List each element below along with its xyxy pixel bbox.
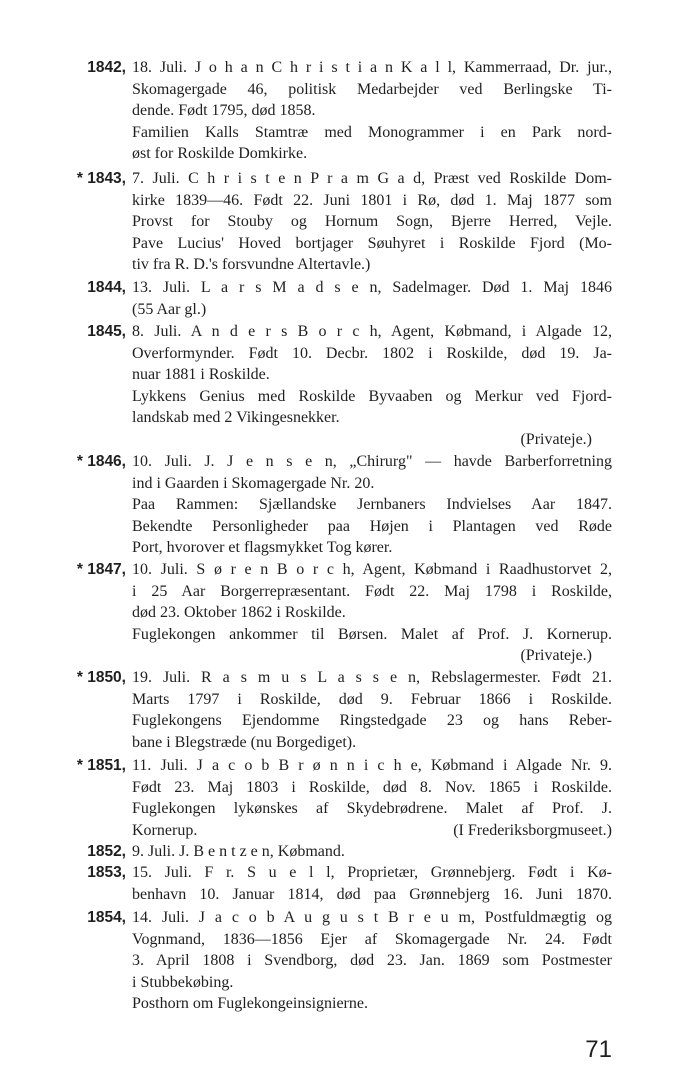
entry-line: død 23. Oktober 1862 i Roskilde. [132,604,346,621]
entry-line: 7. Juli. C h r i s t e n P r a m G a d, Præst ved Roskilde Dom- [132,170,612,187]
entry-year: 1854, [87,909,126,926]
entry-line: Født 23. Maj 1803 i Roskilde, død 8. Nov. 1865 i Roskilde. [132,778,612,796]
entry-line: dende. Født 1795, død 1858. [132,102,316,119]
entry-line: 10. Juli. J. J e n s e n, „Chirurg" — havde Barberforretning [132,453,612,470]
entry-year: * 1850, [76,669,126,686]
entry-year: 1853, [87,864,126,881]
entry-line: Fuglekongen lykønskes af Skydebrødrene. Malet af Prof. J. [132,800,612,817]
entry-body [132,907,612,1015]
entry-line: øst for Roskilde Domkirke. [132,145,308,162]
entry-location: (I Frederiksborgmuseet.) [453,821,612,839]
entry-line: 19. Juli. R a s m u s L a s s e n, Rebslagermester. Født 21. [132,669,612,686]
entry-line: 9. Juli. J. B e n t z e n, Købmand. [132,843,345,860]
entry-location: (Privateje.) [520,647,592,664]
entry-line: Paa Rammen: Sjællandske Jernbaners Indvielses Aar 1847. [132,496,612,513]
entry-line: bane i Blegstræde (nu Borgediget). [132,733,357,751]
entry-year: 1844, [87,279,126,296]
entry-body [132,667,612,753]
entry-year: * 1851, [76,757,126,774]
entry-line: 14. Juli. J a c o b A u g u s t B r e u m, Postfuldmægtig og [132,909,612,926]
entry-line: i 25 Aar Borgerrepræsentant. Født 22. Maj 1798 i Roskilde, [132,582,612,600]
entry-line: ind i Gaarden i Skomagergade Nr. 20. [132,474,375,492]
entry-line: landskab med 2 Vikingesnekker. [132,409,340,426]
entry-location: (Privateje.) [520,430,592,448]
entry-line: Bekendte Personligheder paa Højen i Plantagen ved Røde [132,517,612,535]
entry-line: tiv fra R. D.'s forsvundne Altertavle.) [132,256,371,273]
entry-line: Fuglekongen ankommer til Børsen. Malet af Prof. J. Kornerup. [132,625,612,643]
entry-body [132,57,612,165]
entry-year: 1845, [87,323,126,340]
entry-body [132,168,612,276]
entry-line: Pave Lucius' Hoved bortjager Søuhyret i Roskilde Fjord (Mo- [132,234,612,252]
entry-year: 1852, [87,843,126,860]
entry-line: i Stubbekøbing. [132,973,234,991]
entry-line: 11. Juli. J a c o b B r ø n n i c h e, Købmand i Algade Nr. 9. [132,757,612,774]
entry-year: 1842, [87,59,126,76]
entry-line: (55 Aar gl.) [132,300,207,318]
entry-line: 13. Juli. L a r s M a d s e n, Sadelmager. Død 1. Maj 1846 [132,279,612,296]
entry-body [132,277,612,320]
entry-line: benhavn 10. Januar 1814, død paa Grønnebjerg 16. Juni 1870. [132,885,612,903]
entry-line: Vognmand, 1836—1856 Ejer af Skomagergade Nr. 24. Født [132,930,612,948]
entry-line: Marts 1797 i Roskilde, død 9. Februar 1866 i Roskilde. [132,690,612,708]
entry-year: * 1847, [76,561,126,578]
entry-body [132,321,612,450]
entry-body [132,451,612,559]
entry-body [132,755,612,841]
entry-line: Familien Kalls Stamtræ med Monogrammer i en Park nord- [132,123,612,141]
entry-line: 3. April 1808 i Svendborg, død 23. Jan. 1869 som Postmester [132,952,612,969]
entry-line: Kornerup. [132,821,198,839]
entry-line: Overformynder. Født 10. Decbr. 1802 i Roskilde, død 19. Ja- [132,344,612,362]
entry-line: Port, hvorover et flagsmykket Tog kører. [132,539,393,556]
entry-line: Posthorn om Fuglekongeinsignierne. [132,995,368,1012]
entry-line: 18. Juli. J o h a n C h r i s t i a n K a l l, Kammerraad, Dr. jur., [132,59,612,76]
entry-line: 15. Juli. F r. S u e l l, Proprietær, Grønnebjerg. Født i Kø- [132,864,612,881]
entry-year: * 1846, [76,453,126,470]
entry-body [132,862,612,905]
entry-line-split [132,820,612,842]
entry-line: Provst for Stouby og Hornum Sogn, Bjerre Herred, Vejle. [132,213,612,230]
page-number: 71 [585,1036,612,1063]
entry-line: 8. Juli. A n d e r s B o r c h, Agent, Købmand, i Algade 12, [132,323,612,340]
entry-year: * 1843, [76,170,126,187]
entry-line: Skomagergade 46, politisk Medarbejder ved Berlingske Ti- [132,80,612,98]
entry-body [132,841,612,863]
entry-body [132,559,612,667]
entry-line: Lykkens Genius med Roskilde Byvaaben og Merkur ved Fjord- [132,387,612,405]
entry-line: kirke 1839—46. Født 22. Juni 1801 i Rø, død 1. Maj 1877 som [132,191,612,209]
entry-line: nuar 1881 i Roskilde. [132,366,270,383]
entry-line: 10. Juli. S ø r e n B o r c h, Agent, Købmand i Raadhustorvet 2, [132,561,612,578]
entry-line: Fuglekongens Ejendomme Ringstedgade 23 og hans Reber- [132,712,612,729]
